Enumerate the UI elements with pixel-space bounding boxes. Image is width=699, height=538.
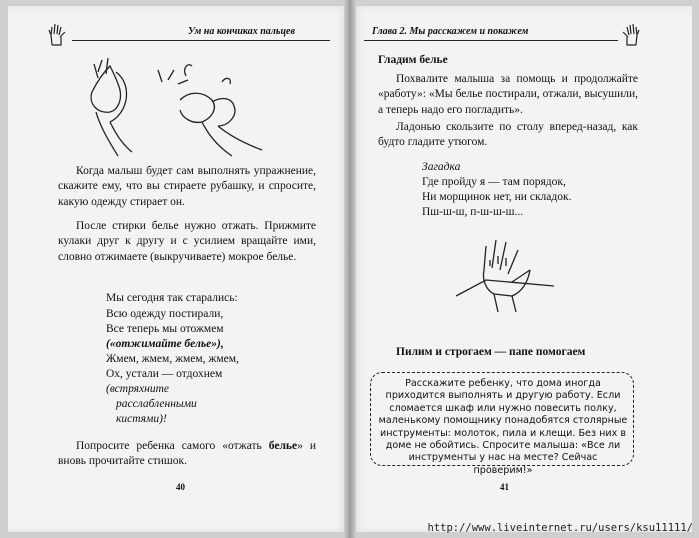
section-title-carpentry: Пилим и строгаем — папе помогаем <box>396 346 586 358</box>
riddle-line-2: Ни морщинок нет, ни складок. <box>422 191 572 203</box>
poem-line-3: Все теперь мы отожмем <box>106 323 224 335</box>
left-paragraph-3-end: » и вновь прочитайте стишок. <box>58 440 317 468</box>
right-paragraph-1: Похвалите малыша за помощь и продолжайте «работу»: «Мы белье постирали, отжали, высушили, а теперь надо его погладить». <box>378 73 638 116</box>
riddle-label: Загадка <box>422 161 461 173</box>
poem-line-1: Мы сегодня так старались: <box>106 292 238 304</box>
section-title-ironing: Гладим белье <box>378 54 448 66</box>
poem-line-5: Жмем, жмем, жмем, жмем, <box>106 353 239 365</box>
hand-logo-icon <box>46 22 68 46</box>
poem-line-7: (встряхните <box>106 383 169 395</box>
hands-wringing-illustration <box>62 52 282 164</box>
page-number-right: 41 <box>500 482 509 492</box>
running-header-left: Ум на кончиках пальцев <box>188 26 295 37</box>
header-rule-left <box>72 40 330 41</box>
book-gutter <box>344 0 356 538</box>
riddle-line-1: Где пройду я — там порядок, <box>422 176 566 188</box>
hand-on-table-illustration <box>450 236 560 314</box>
tip-box-text: Расскажите ребенку, что дома иногда приходится выполнять и другую работу. Если сломается шкаф или нужно повесить полку, маленькому помощнику понадобятся столярные инструменты: молоток, пила и клещи. Без них в доме не обойтись. Спросите малыша: «Все ли инструменты у нас на месте? Сейчас проверим!» <box>378 378 628 476</box>
left-paragraph-3 <box>58 439 316 470</box>
left-paragraph-1: Когда малыш будет сам выполнять упражнение, скажите ему, что вы стираете рубашку, и спросите, какую одежду стирает он. <box>58 165 316 208</box>
running-header-right: Глава 2. Мы расскажем и покажем <box>372 26 529 37</box>
header-rule-right <box>364 40 618 41</box>
riddle-line-3: Пш-ш-ш, п-ш-ш-ш... <box>422 206 524 218</box>
poem-line-9: кистями)! <box>116 413 167 425</box>
right-paragraph-2: Ладонью скользите по столу вперед-назад, как будто гладите утюгом. <box>378 121 638 149</box>
left-paragraph-3-start: Попросите ребенка самого «отжать <box>76 440 269 452</box>
page-number-left: 40 <box>176 482 185 492</box>
poem-line-8: расслабленными <box>116 398 197 410</box>
left-paragraph-2: После стирки белье нужно отжать. Прижмите кулаки друг к другу и с усилием вращайте ими, словно отжимаете (выкручиваете) мокрое белье. <box>58 220 316 263</box>
hand-logo-icon-right <box>620 22 642 46</box>
poem-line-6: Ох, устали — отдохнем <box>106 368 223 380</box>
watermark-url: http://www.liveinternet.ru/users/ksu11111/ <box>427 522 693 534</box>
poem-line-4: («отжимайте белье»), <box>106 338 224 350</box>
left-paragraph-3-bold: белье <box>268 440 298 452</box>
poem-line-2: Всю одежду постирали, <box>106 308 224 320</box>
